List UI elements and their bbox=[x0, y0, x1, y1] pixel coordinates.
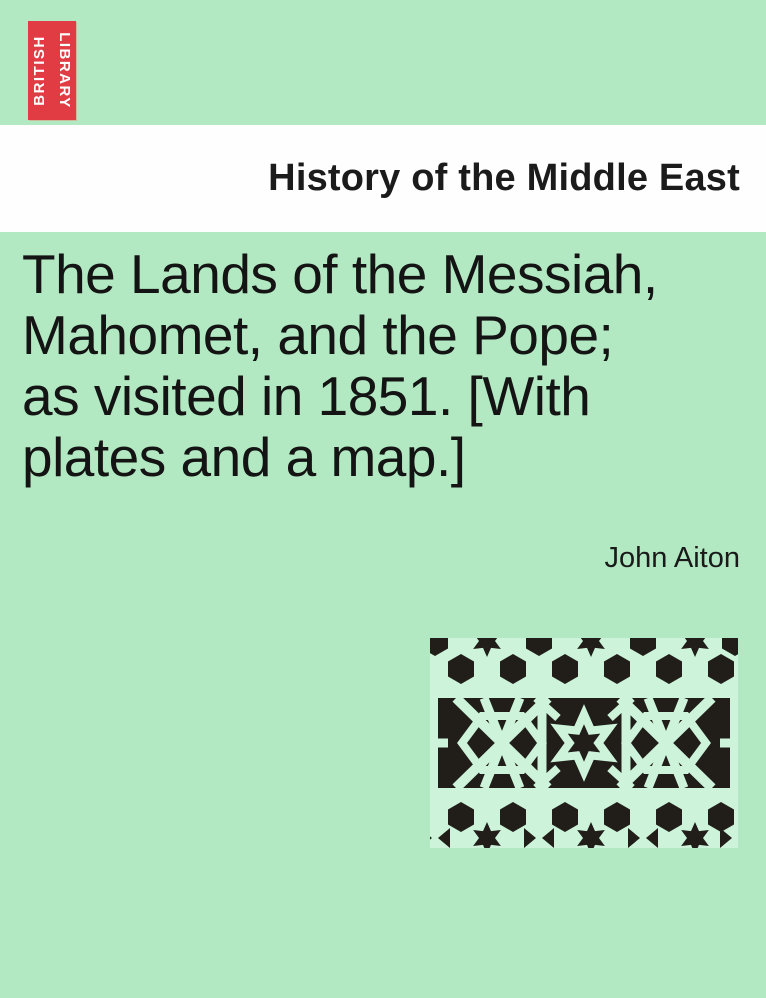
category-label: History of the Middle East bbox=[268, 157, 740, 199]
title-line-1: The Lands of the Messiah, bbox=[22, 243, 658, 305]
title-line-3: as visited in 1851. [With bbox=[22, 365, 591, 427]
logo-word-british: BRITISH bbox=[31, 35, 48, 106]
title-line-2: Mahomet, and the Pope; bbox=[22, 304, 614, 366]
author-name: John Aiton bbox=[604, 542, 740, 574]
islamic-pattern-graphic bbox=[430, 638, 738, 848]
title-line-4: plates and a map.] bbox=[22, 426, 466, 488]
category-band bbox=[0, 125, 766, 232]
book-title bbox=[22, 244, 757, 488]
logo-word-library: LIBRARY bbox=[56, 32, 73, 109]
british-library-logo bbox=[28, 21, 76, 120]
